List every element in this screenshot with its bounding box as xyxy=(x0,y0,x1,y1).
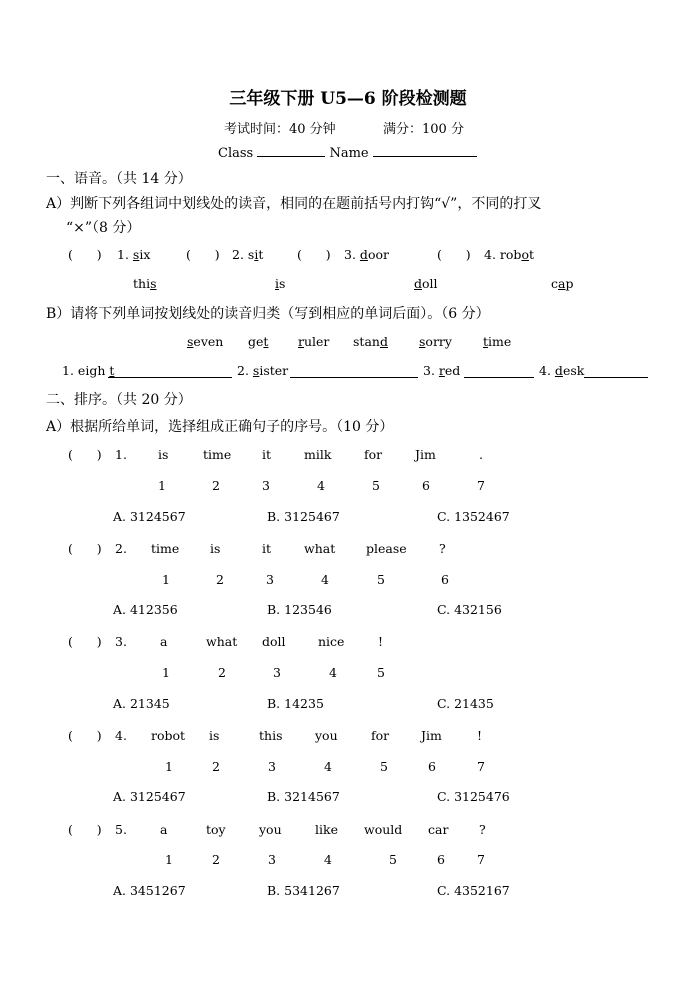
q5-number: 7 xyxy=(477,852,485,867)
sort-word-6: time xyxy=(483,334,512,349)
q1-word: milk xyxy=(304,447,332,462)
q4-word: is xyxy=(209,728,220,743)
q3-word: doll xyxy=(262,634,286,649)
phonics-item-3-word1: 3. door xyxy=(344,247,389,262)
q5-number: 1 xyxy=(165,852,173,867)
question-number-5: 5. xyxy=(115,822,127,837)
q3-option-b[interactable]: B. 14235 xyxy=(267,696,324,711)
question-number-1: 1. xyxy=(115,447,127,462)
q4-option-a[interactable]: A. 3125467 xyxy=(113,789,186,804)
q3-word: what xyxy=(206,634,238,649)
q3-number: 1 xyxy=(162,665,170,680)
q2-number: 4 xyxy=(321,572,329,587)
q5-word: would xyxy=(364,822,403,837)
q1-word: . xyxy=(479,447,483,462)
sort-target-4: 4. desk xyxy=(539,363,585,378)
q5-number: 4 xyxy=(324,852,332,867)
q2-number: 3 xyxy=(266,572,274,587)
q5-word: ? xyxy=(479,822,486,837)
sort-blank-3[interactable] xyxy=(464,365,534,378)
full-score: 满分：100 分 xyxy=(383,122,464,137)
answer-paren-2[interactable]: ( ) xyxy=(186,247,220,262)
q5-number: 6 xyxy=(437,852,445,867)
q4-option-c[interactable]: C. 3125476 xyxy=(437,789,510,804)
phonics-item-1-word2: this xyxy=(133,276,157,291)
q1-word: is xyxy=(158,447,169,462)
q4-number: 3 xyxy=(268,759,276,774)
q5-word: a xyxy=(160,822,168,837)
sort-word-3: ruler xyxy=(298,334,330,349)
q2-word: what xyxy=(304,541,336,556)
q1-word: for xyxy=(364,447,383,462)
q1-number: 2 xyxy=(212,478,220,493)
name-blank[interactable] xyxy=(373,145,477,157)
q2-number: 2 xyxy=(216,572,224,587)
q5-option-b[interactable]: B. 5341267 xyxy=(267,883,340,898)
q2-number: 5 xyxy=(377,572,385,587)
q1-option-a[interactable]: A. 3124567 xyxy=(113,509,186,524)
q1-word: Jim xyxy=(415,447,436,462)
answer-paren-1[interactable]: ( ) xyxy=(68,247,102,262)
section-1-title: 一、语音。（共 14 分） xyxy=(46,171,192,187)
q1-number: 3 xyxy=(262,478,270,493)
question-paren-3[interactable]: ( ) xyxy=(68,634,102,649)
q4-number: 1 xyxy=(165,759,173,774)
section-2-title: 二、排序。（共 20 分） xyxy=(46,392,192,408)
q4-word: this xyxy=(259,728,283,743)
name-label: Name xyxy=(329,146,369,161)
q5-option-c[interactable]: C. 4352167 xyxy=(437,883,510,898)
q1-number: 7 xyxy=(477,478,485,493)
q5-number: 3 xyxy=(268,852,276,867)
q2-word: it xyxy=(262,541,272,556)
phonics-item-1-word1: 1. six xyxy=(117,247,151,262)
sort-target-1: 1. eigh t xyxy=(62,363,115,378)
exam-time: 考试时间：40 分钟 xyxy=(224,122,336,137)
q1-option-c[interactable]: C. 1352467 xyxy=(437,509,510,524)
q5-number: 2 xyxy=(212,852,220,867)
answer-paren-4[interactable]: ( ) xyxy=(437,247,471,262)
q2-number: 1 xyxy=(162,572,170,587)
q4-number: 5 xyxy=(380,759,388,774)
q3-word: a xyxy=(160,634,168,649)
q3-number: 5 xyxy=(377,665,385,680)
question-paren-1[interactable]: ( ) xyxy=(68,447,102,462)
q5-word: you xyxy=(259,822,282,837)
sort-blank-4[interactable] xyxy=(584,365,648,378)
phonics-item-4-word1: 4. robot xyxy=(484,247,534,262)
q1-number: 4 xyxy=(317,478,325,493)
sort-target-3: 3. red xyxy=(423,363,461,378)
q4-word: you xyxy=(315,728,338,743)
q3-option-c[interactable]: C. 21435 xyxy=(437,696,494,711)
q4-option-b[interactable]: B. 3214567 xyxy=(267,789,340,804)
q2-word: ? xyxy=(439,541,446,556)
q2-word: is xyxy=(210,541,221,556)
sort-blank-1[interactable] xyxy=(108,365,232,378)
question-number-3: 3. xyxy=(115,634,127,649)
sort-word-5: sorry xyxy=(419,334,452,349)
q2-option-a[interactable]: A. 412356 xyxy=(113,602,178,617)
question-paren-2[interactable]: ( ) xyxy=(68,541,102,556)
q3-number: 4 xyxy=(329,665,337,680)
phonics-item-3-word2: doll xyxy=(414,276,438,291)
q5-option-a[interactable]: A. 3451267 xyxy=(113,883,186,898)
q1-number: 5 xyxy=(372,478,380,493)
q2-word: time xyxy=(151,541,180,556)
q5-word: toy xyxy=(206,822,226,837)
sort-word-2: get xyxy=(248,334,269,349)
q4-word: for xyxy=(371,728,390,743)
section-1a-instruction: A）判断下列各组词中划线处的读音，相同的在题前括号内打钩“√”，不同的打叉 xyxy=(46,196,542,212)
q3-number: 2 xyxy=(218,665,226,680)
class-label: Class xyxy=(218,146,254,161)
section-1a-instruction-cont: “×”（8 分） xyxy=(66,220,141,236)
q1-number: 6 xyxy=(422,478,430,493)
question-paren-4[interactable]: ( ) xyxy=(68,728,102,743)
q1-number: 1 xyxy=(158,478,166,493)
q1-word: it xyxy=(262,447,272,462)
phonics-item-2-word2: is xyxy=(275,276,286,291)
q2-number: 6 xyxy=(441,572,449,587)
question-number-2: 2. xyxy=(115,541,127,556)
q4-number: 6 xyxy=(428,759,436,774)
question-number-4: 4. xyxy=(115,728,127,743)
q4-number: 4 xyxy=(324,759,332,774)
q3-number: 3 xyxy=(273,665,281,680)
q5-word: car xyxy=(428,822,449,837)
q1-option-b[interactable]: B. 3125467 xyxy=(267,509,340,524)
q5-number: 5 xyxy=(389,852,397,867)
sort-target-2: 2. sister xyxy=(237,363,289,378)
phonics-item-4-word2: cap xyxy=(551,276,574,291)
q4-word: robot xyxy=(151,728,186,743)
q4-word: Jim xyxy=(421,728,442,743)
page-title: 三年级下册 U5—6 阶段检测题 xyxy=(229,89,467,109)
sort-word-4: stand xyxy=(353,334,388,349)
class-name-line xyxy=(218,145,477,161)
q4-number: 2 xyxy=(212,759,220,774)
question-paren-5[interactable]: ( ) xyxy=(68,822,102,837)
q2-option-c[interactable]: C. 432156 xyxy=(437,602,502,617)
q1-word: time xyxy=(203,447,232,462)
q2-word: please xyxy=(366,541,407,556)
answer-paren-3[interactable]: ( ) xyxy=(297,247,331,262)
q4-word: ! xyxy=(477,728,483,743)
q2-option-b[interactable]: B. 123546 xyxy=(267,602,332,617)
phonics-item-2-word1: 2. sit xyxy=(232,247,264,262)
q5-word: like xyxy=(315,822,338,837)
sort-word-1: seven xyxy=(187,334,224,349)
sort-blank-2[interactable] xyxy=(290,365,418,378)
section-2a-instruction: A）根据所给单词，选择组成正确句子的序号。（10 分） xyxy=(46,419,394,435)
q3-word: nice xyxy=(318,634,345,649)
q3-word: ! xyxy=(378,634,384,649)
q4-number: 7 xyxy=(477,759,485,774)
class-blank[interactable] xyxy=(257,145,325,157)
q3-option-a[interactable]: A. 21345 xyxy=(113,696,170,711)
section-1b-instruction: B）请将下列单词按划线处的读音归类（写到相应的单词后面）。（6 分） xyxy=(46,306,490,322)
